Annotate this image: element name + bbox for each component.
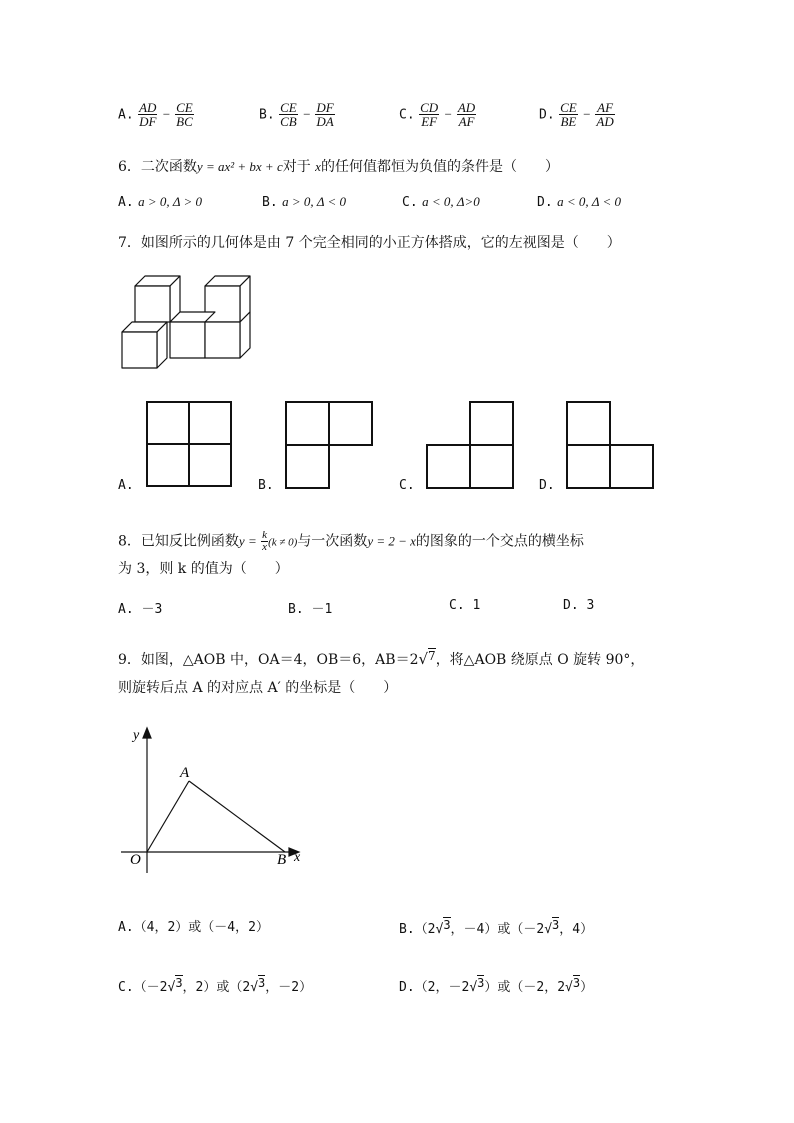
option-label: D. [539, 107, 555, 123]
q7-cube-figure [118, 270, 258, 375]
q9-question-line1: 9．如图，△AOB 中，OA＝4，OB＝6，AB＝2√7，将△AOB 绕原点 O 旋转 90°， [118, 649, 645, 668]
q5-option-a: A. $\frac{AD}{DF}$ − $\frac{CE}{BC}$ [118, 100, 193, 129]
q9-option-c: C.（－2√3，2）或（2√3，－2） [118, 976, 313, 995]
q7-option-d-figure [566, 401, 654, 489]
q6-question: 6．二次函数y = ax² + bx + c对于 x的任何值都恒为负值的条件是（ ） [118, 159, 559, 175]
fraction: $\frac{CE}{CB}$ [280, 100, 297, 129]
q8-fraction: $\frac{k}{x}$ [262, 529, 268, 553]
q7-question: 7．如图所示的几何体是由 7 个完全相同的小正方体搭成，它的左视图是（ ） [118, 235, 621, 251]
fraction: $\frac{DF}{DA}$ [316, 100, 334, 129]
q9-triangle-figure [118, 725, 318, 875]
fraction: $\frac{AD}{AF}$ [457, 100, 476, 129]
fraction: $\frac{CD}{EF}$ [420, 100, 439, 129]
q7-option-b-label: B. [258, 478, 274, 493]
q6-option-c: C. a < 0, Δ>0 [402, 194, 480, 210]
side-ab [189, 781, 285, 852]
q9-option-d: D.（2，－2√3）或（－2，2√3） [399, 976, 594, 995]
y-axis-label: y [133, 728, 140, 743]
point-b-label: B [277, 852, 287, 868]
origin-label: O [130, 852, 141, 868]
q7-option-b-figure [285, 401, 373, 489]
q7-option-d-label: D. [539, 478, 555, 493]
q8-option-a: A. －3 [118, 602, 163, 617]
q6-formula: y = ax² + bx + c [196, 159, 283, 174]
q8-question-line1: 8．已知反比例函数y = $\frac{k}{x}$ (k ≠ 0)与一次函数y = 2 − x的图象的一个交点的横坐标 [118, 529, 584, 553]
q6-option-b: B. a > 0, Δ < 0 [262, 194, 347, 210]
q7-option-c-figure [426, 401, 516, 489]
q7-option-a-label: A. [118, 478, 134, 493]
q7-option-c-label: C. [399, 478, 415, 493]
point-a-label: A [180, 765, 190, 781]
q6-option-a: A. a > 0, Δ > 0 [118, 194, 203, 210]
q9-option-a: A.（4，2）或（－4，2） [118, 920, 269, 935]
option-label: A. [118, 107, 134, 123]
q5-option-d: D. $\frac{CE}{BE}$ − $\frac{AF}{AD}$ [539, 100, 614, 129]
q8-question-line2: 为 3，则 k 的值为（ ） [118, 561, 289, 577]
q9-question-line2: 则旋转后点 A 的对应点 A′ 的坐标是（ ） [118, 680, 398, 696]
q8-option-c: C. 1 [449, 598, 481, 613]
q5-option-b: B. $\frac{CE}{CB}$ − $\frac{DF}{DA}$ [259, 100, 334, 129]
y-axis-arrow [143, 728, 151, 738]
fraction: $\frac{CE}{BE}$ [560, 100, 577, 129]
q8-option-b: B. －1 [288, 602, 333, 617]
x-axis-label: x [294, 850, 301, 865]
q8-option-d: D. 3 [563, 598, 595, 613]
option-label: B. [259, 107, 275, 123]
q9-option-b: B.（2√3，－4）或（－2√3，4） [399, 918, 594, 937]
fraction: $\frac{CE}{BC}$ [176, 100, 193, 129]
q6-option-d: D. a < 0, Δ < 0 [537, 194, 622, 210]
fraction: $\frac{AD}{DF}$ [139, 100, 157, 129]
q5-option-c: C. $\frac{CD}{EF}$ − $\frac{AD}{AF}$ [399, 100, 476, 129]
side-oa [147, 781, 189, 852]
fraction: $\frac{AF}{AD}$ [596, 100, 614, 129]
option-label: C. [399, 107, 415, 123]
q7-option-a-figure [146, 401, 232, 487]
